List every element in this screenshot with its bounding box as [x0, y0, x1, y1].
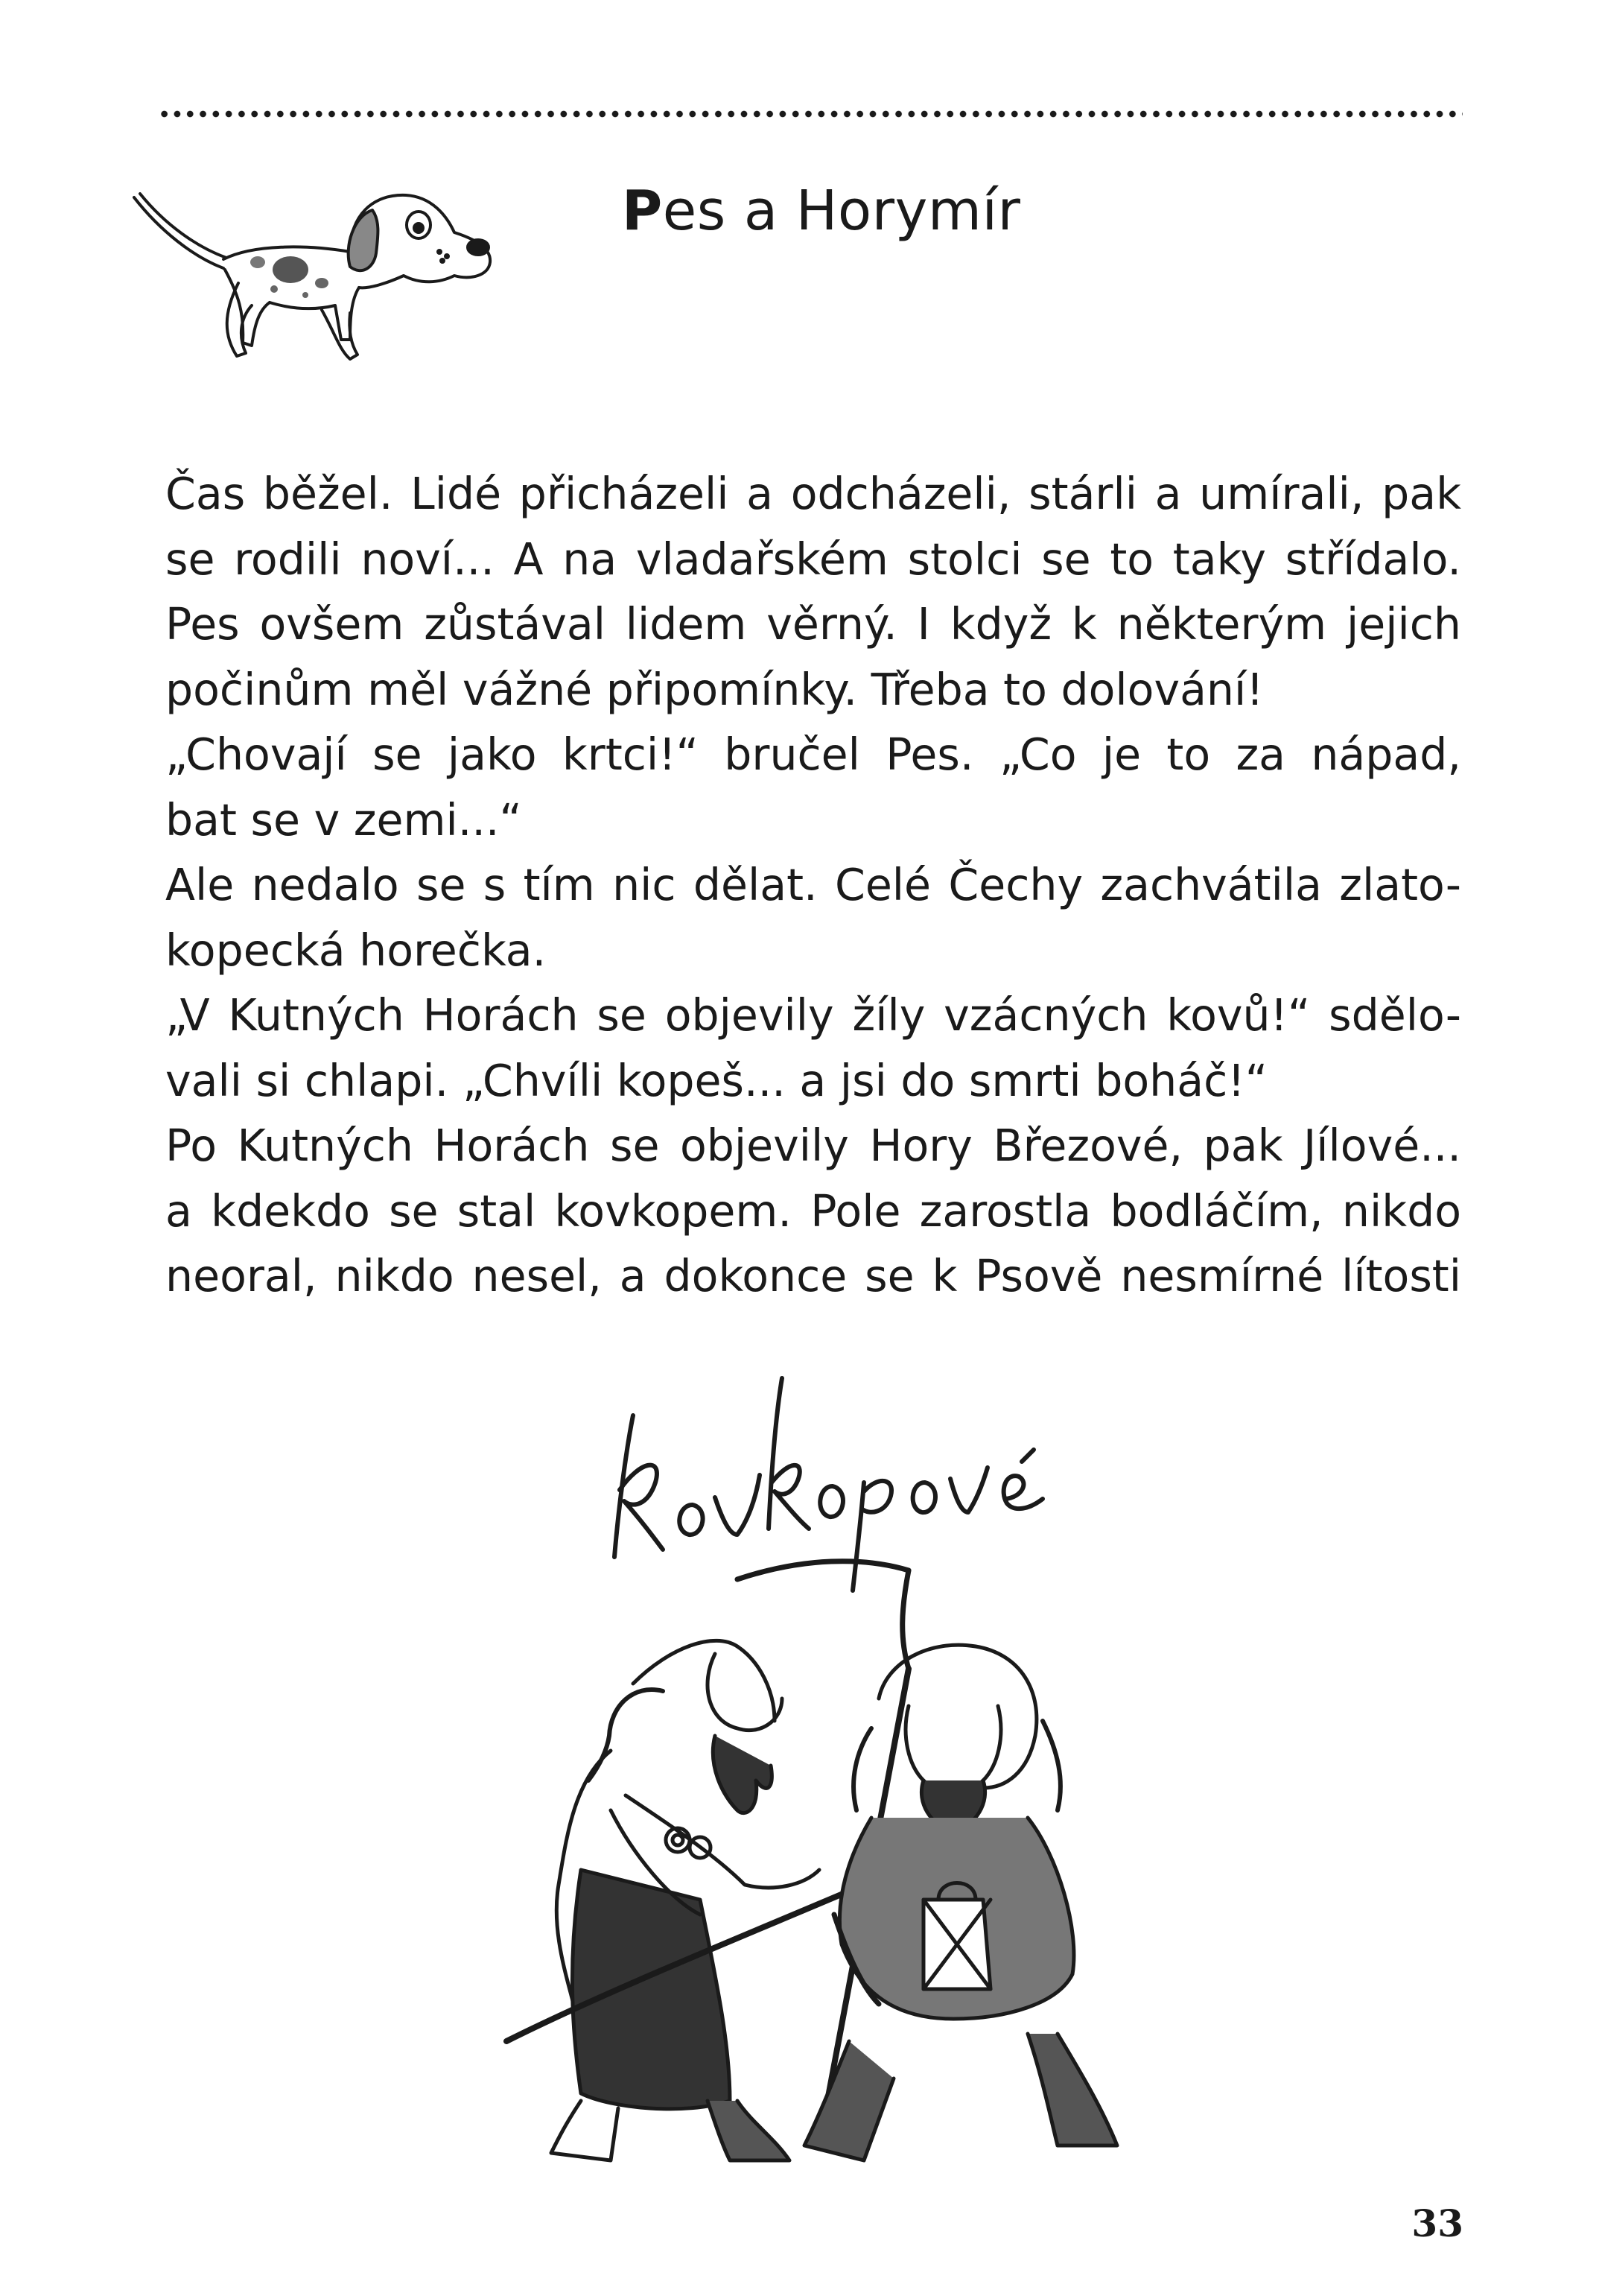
chapter-title	[622, 179, 1020, 243]
text-line: „V Kutných Horách se objevily žíly vzácných kovů!“ sdělo-	[165, 990, 1461, 1041]
title-rest: es a Horymír	[662, 179, 1021, 243]
body-text	[165, 462, 1461, 1310]
text-line: počinům měl vážné připomínky. Třeba to dolování!	[165, 664, 1264, 715]
miners-illustration	[387, 1333, 1266, 2183]
text-line: a kdekdo se stal kovkopem. Pole zarostla bodláčím, nikdo	[165, 1185, 1461, 1237]
text-line: kopecká horečka.	[165, 925, 547, 976]
text-line: se rodili noví... A na vladařském stolci se to taky střídalo.	[165, 533, 1461, 585]
text-line: Čas běžel. Lidé přicházeli a odcházeli, stárli a umírali, pak	[165, 469, 1461, 519]
text-line: vali si chlapi. „Chvíli kopeš... a jsi do smrti boháč!“	[165, 1055, 1268, 1106]
dotted-divider	[158, 110, 1463, 118]
right-miner	[804, 1645, 1117, 2160]
page-number: 33	[1411, 2201, 1463, 2245]
text-line: Po Kutných Horách se objevily Hory Březové, pak Jílové...	[165, 1120, 1461, 1171]
text-line: Ale nedalo se s tím nic dělat. Celé Čechy zachvátila zlato-	[165, 860, 1461, 910]
left-miner	[551, 1640, 819, 2160]
text-line: bat se v zemi...“	[165, 794, 522, 846]
text-line: „Chovají se jako krtci!“ bručel Pes. „Co je to za nápad,	[165, 729, 1461, 780]
text-line: Pes ovšem zůstával lidem věrný. I když k některým jejich	[165, 599, 1461, 650]
text-line: neoral, nikdo nesel, a dokonce se k Psově nesmírné lítosti	[165, 1251, 1461, 1301]
title-initial: P	[622, 179, 663, 243]
dog-illustration	[127, 164, 499, 380]
handwritten-caption	[614, 1378, 1043, 1591]
